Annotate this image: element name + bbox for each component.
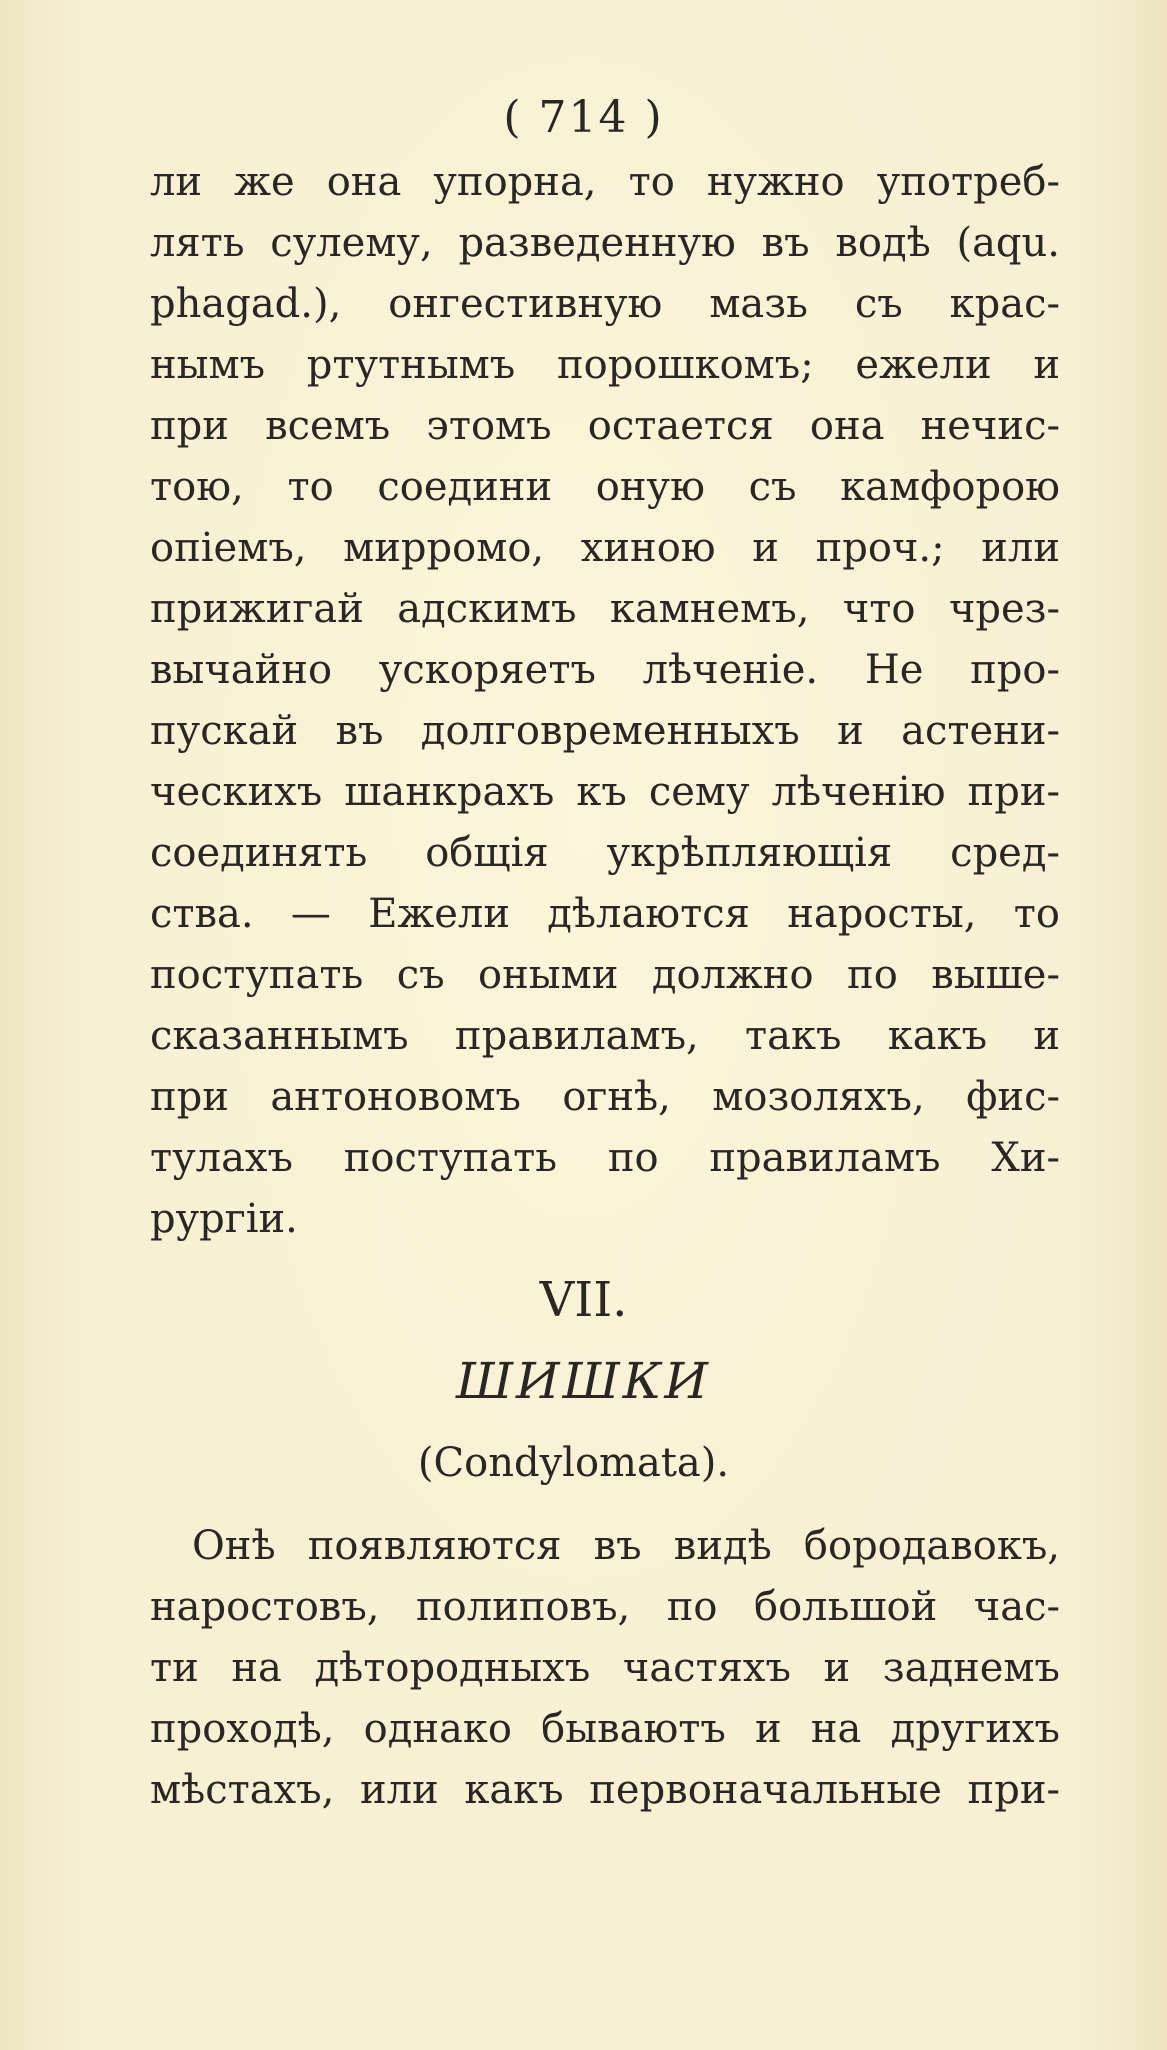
text-line: прижигай адскимъ камнемъ, что чрез- (150, 586, 1060, 632)
text-line: ства. — Ежели дѣлаются наросты, то (150, 891, 1060, 937)
text-line: нымъ ртутнымъ порошкомъ; ежели и (150, 342, 1060, 388)
text-line: опiемъ, мирромо, хиною и проч.; или (150, 525, 1060, 571)
text-line: ли же она упорна, то нужно употреб- (150, 159, 1060, 205)
text-line: Онѣ появляются въ видѣ бородавокъ, (192, 1523, 1060, 1569)
text-line: при всемъ этомъ остается она нечис- (150, 403, 1060, 449)
text-line: тою, то соедини оную съ камфорою (150, 464, 1060, 510)
section-latin-title: (Condylomata). (417, 1440, 730, 1486)
text-line: наростовъ, полиповъ, по большой час- (150, 1584, 1060, 1630)
text-line: при антоновомъ огнѣ, мозоляхъ, фис- (150, 1074, 1060, 1120)
text-line: тулахъ поступать по правиламъ Хи- (150, 1135, 1060, 1181)
text-line: поступать съ оными должно по выше- (150, 952, 1060, 998)
text-line: соединять общiя укрѣпляющiя сред- (150, 830, 1060, 876)
text-line: проходѣ, однако бываютъ и на другихъ (150, 1706, 1060, 1752)
text-line: ти на дѣтородныхъ частяхъ и заднемъ (150, 1645, 1060, 1691)
text-line: рургiи. (150, 1196, 298, 1242)
text-line: мѣстахъ, или какъ первоначальные при- (150, 1767, 1060, 1813)
text-line: лять сулему, разведенную въ водѣ (aqu. (150, 220, 1060, 266)
page-number: ( 714 ) (503, 92, 664, 143)
text-line: phagad.), онгестивную мазь съ крас- (150, 281, 1060, 327)
text-line: ческихъ шанкрахъ къ сему лѣченiю при- (150, 769, 1060, 815)
paragraph-2 (150, 1516, 1060, 1821)
text-line: сказаннымъ правиламъ, такъ какъ и (150, 1013, 1060, 1059)
text-line: пускай въ долговременныхъ и астени- (150, 708, 1060, 754)
paragraph-1 (150, 152, 1060, 1250)
section-title: ШИШКИ (455, 1352, 711, 1410)
text-line: вычайно ускоряетъ лѣченiе. Не про- (150, 647, 1060, 693)
section-number: VII. (539, 1272, 628, 1328)
